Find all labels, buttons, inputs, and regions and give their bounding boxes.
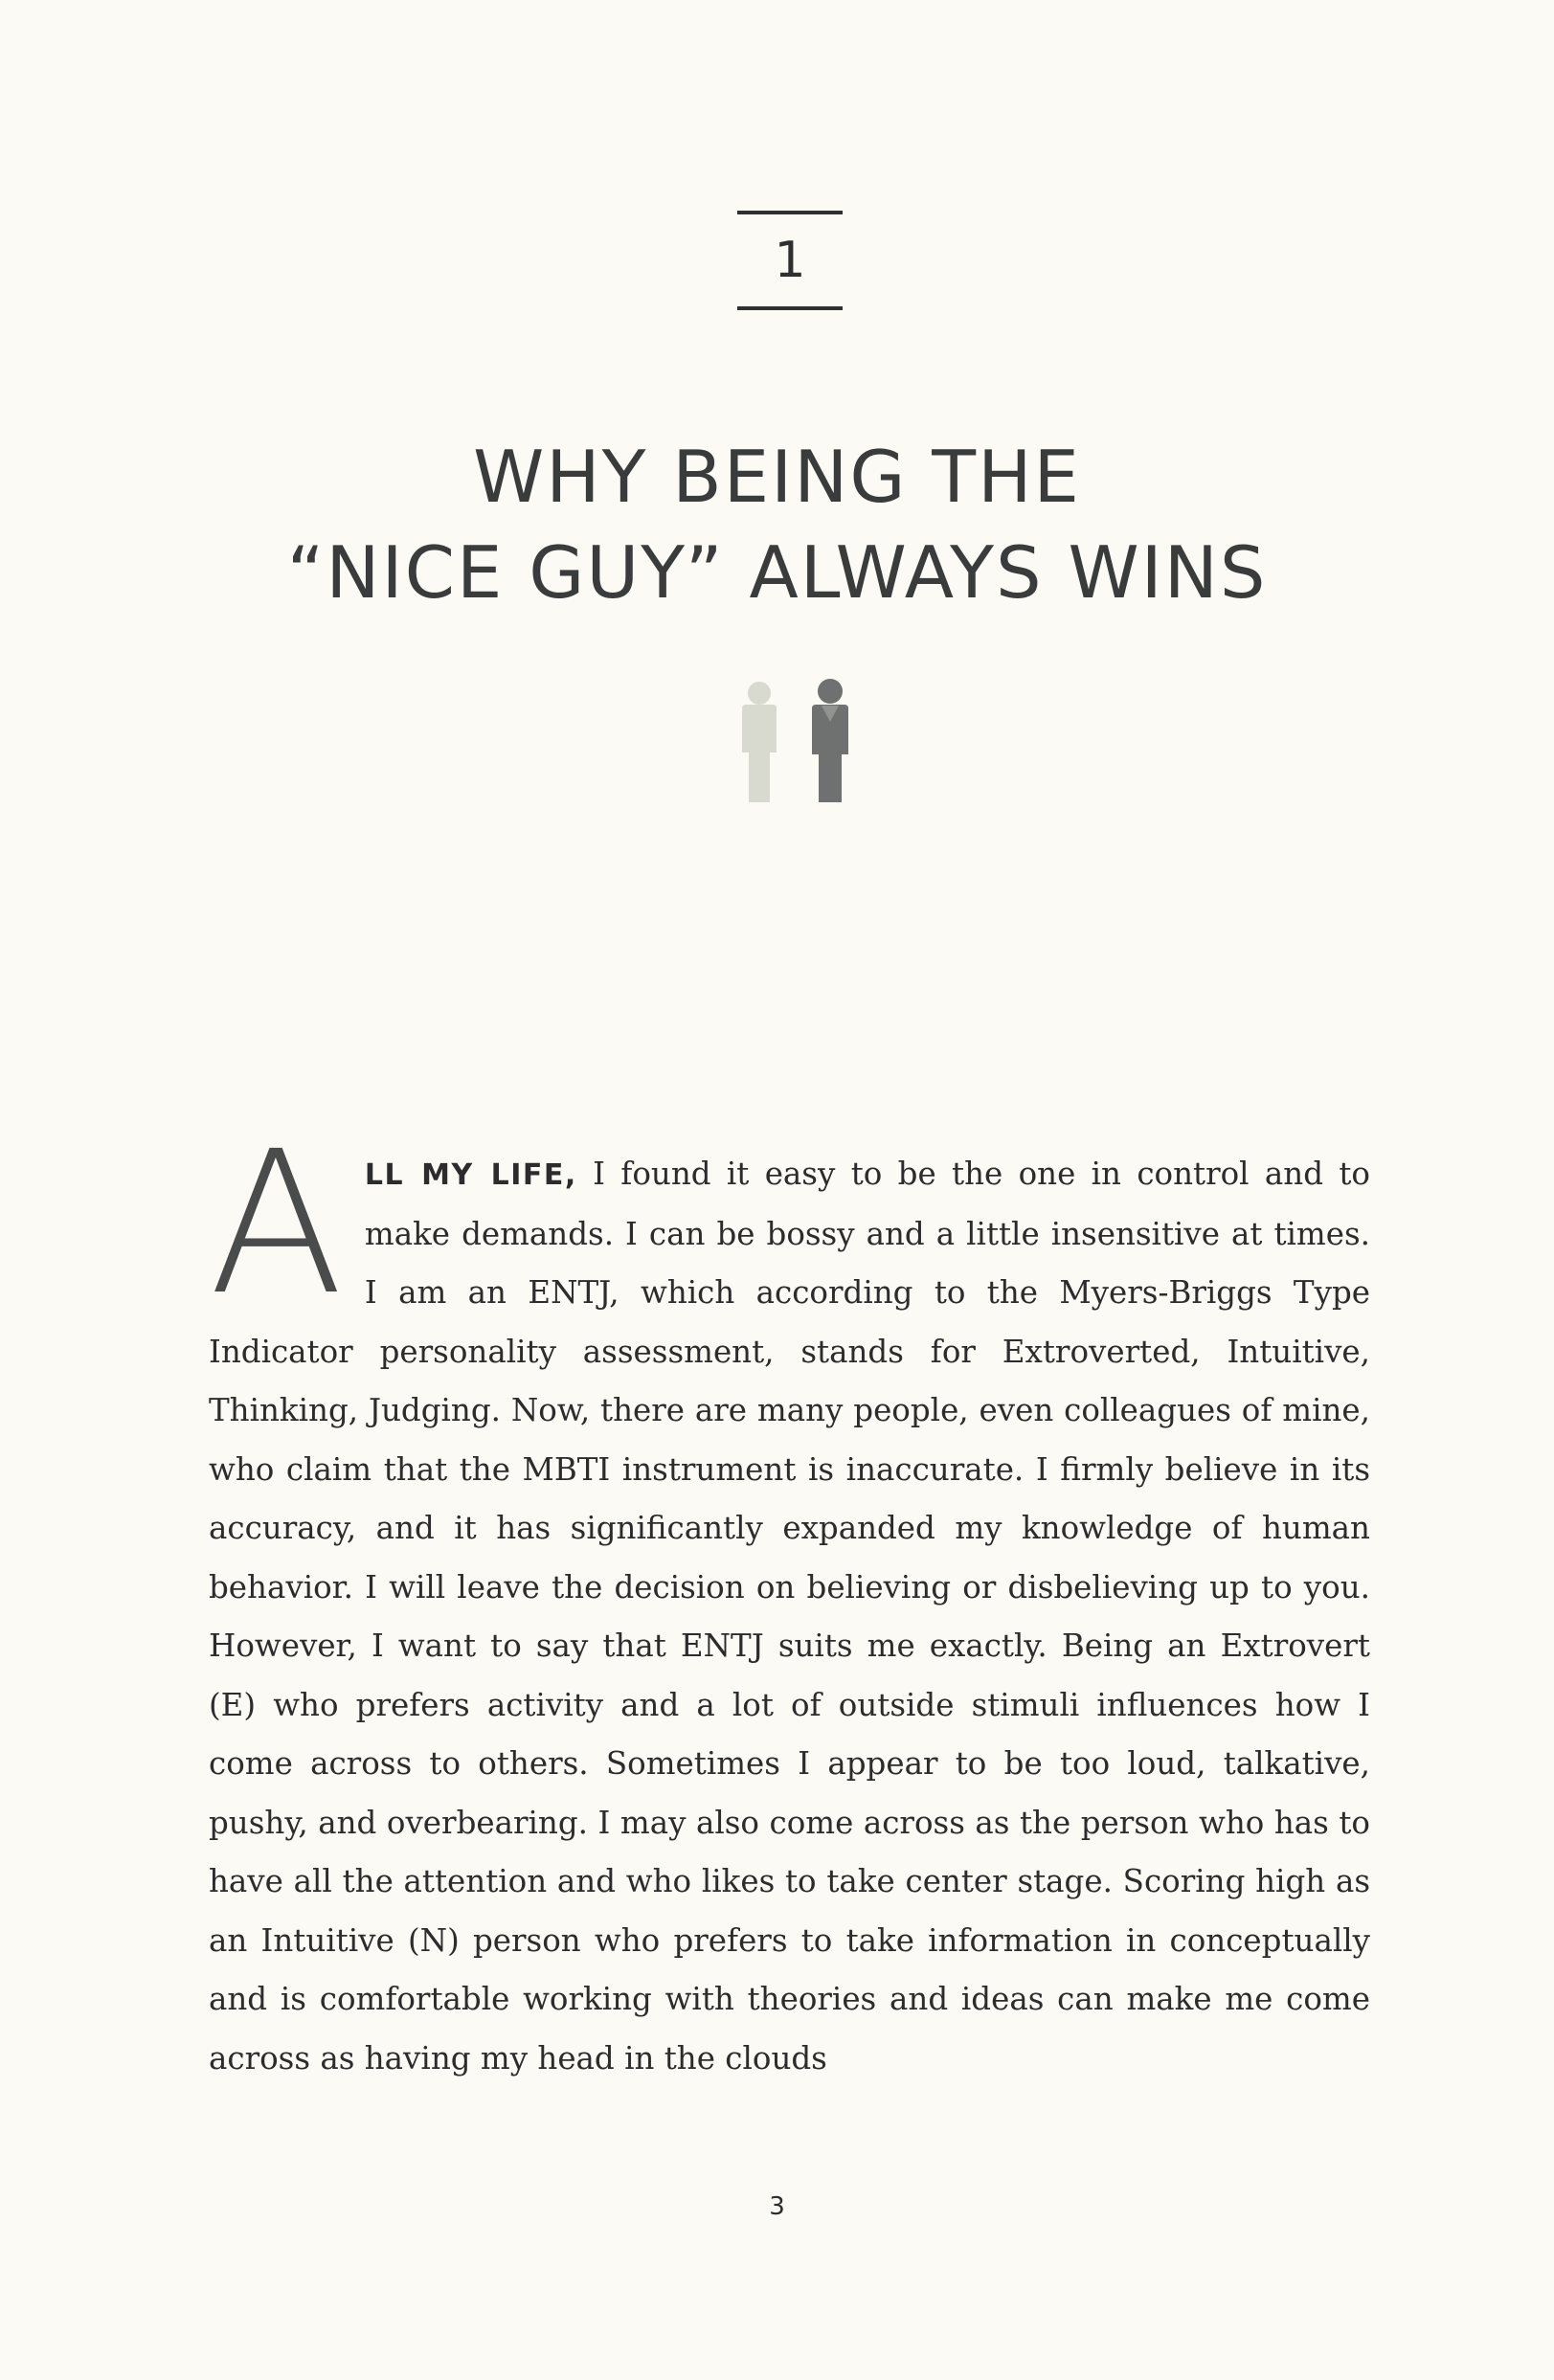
body-paragraph xyxy=(209,1109,1370,2088)
chapter-number: 1 xyxy=(774,232,806,289)
page-number: 3 xyxy=(769,2192,785,2221)
light-person-figure xyxy=(742,682,777,802)
chapter-title-line-2: “NICE GUY” ALWAYS WINS xyxy=(286,530,1268,615)
lead-in-small-caps: LL MY LIFE, xyxy=(364,1158,577,1192)
chapter-title xyxy=(0,429,1554,620)
chapter-title-line-1: WHY BEING THE xyxy=(473,435,1081,519)
body-text: I found it easy to be the one in control and to make demands. I can be bossy and a little insensitive at times. I am an ENTJ, which according to the Myers-Briggs Type Indicator personality assessment, stands for Extroverted, Intuitive, Thinking, Judging. Now, there are many people, even colleagues of mine, who claim that the MBTI instrument is inaccurate. I firmly believe in its accuracy, and it has significantly expanded my knowledge of human behavior. I will leave the decision on believing or disbelieving up to you. However, I want to say that ENTJ suits me exactly. Being an Extrovert (E) who prefers activity and a lot of outside stimuli influences how I come across to others. Sometimes I appear to be too loud, talkative, pushy, and overbearing. I may also come across as the person who has to have all the attention and who likes to take center stage. Scoring high as an Intuitive (N) person who prefers to take information in conceptually and is comfortable working with theories and ideas can make me come across as having my head in the clouds xyxy=(209,1156,1370,2077)
chapter-number-block xyxy=(737,211,843,310)
dark-person-figure xyxy=(812,679,848,802)
two-people-icon xyxy=(723,672,867,806)
drop-cap: A xyxy=(209,1109,344,1338)
chapter-number-bottom-rule xyxy=(737,306,843,310)
